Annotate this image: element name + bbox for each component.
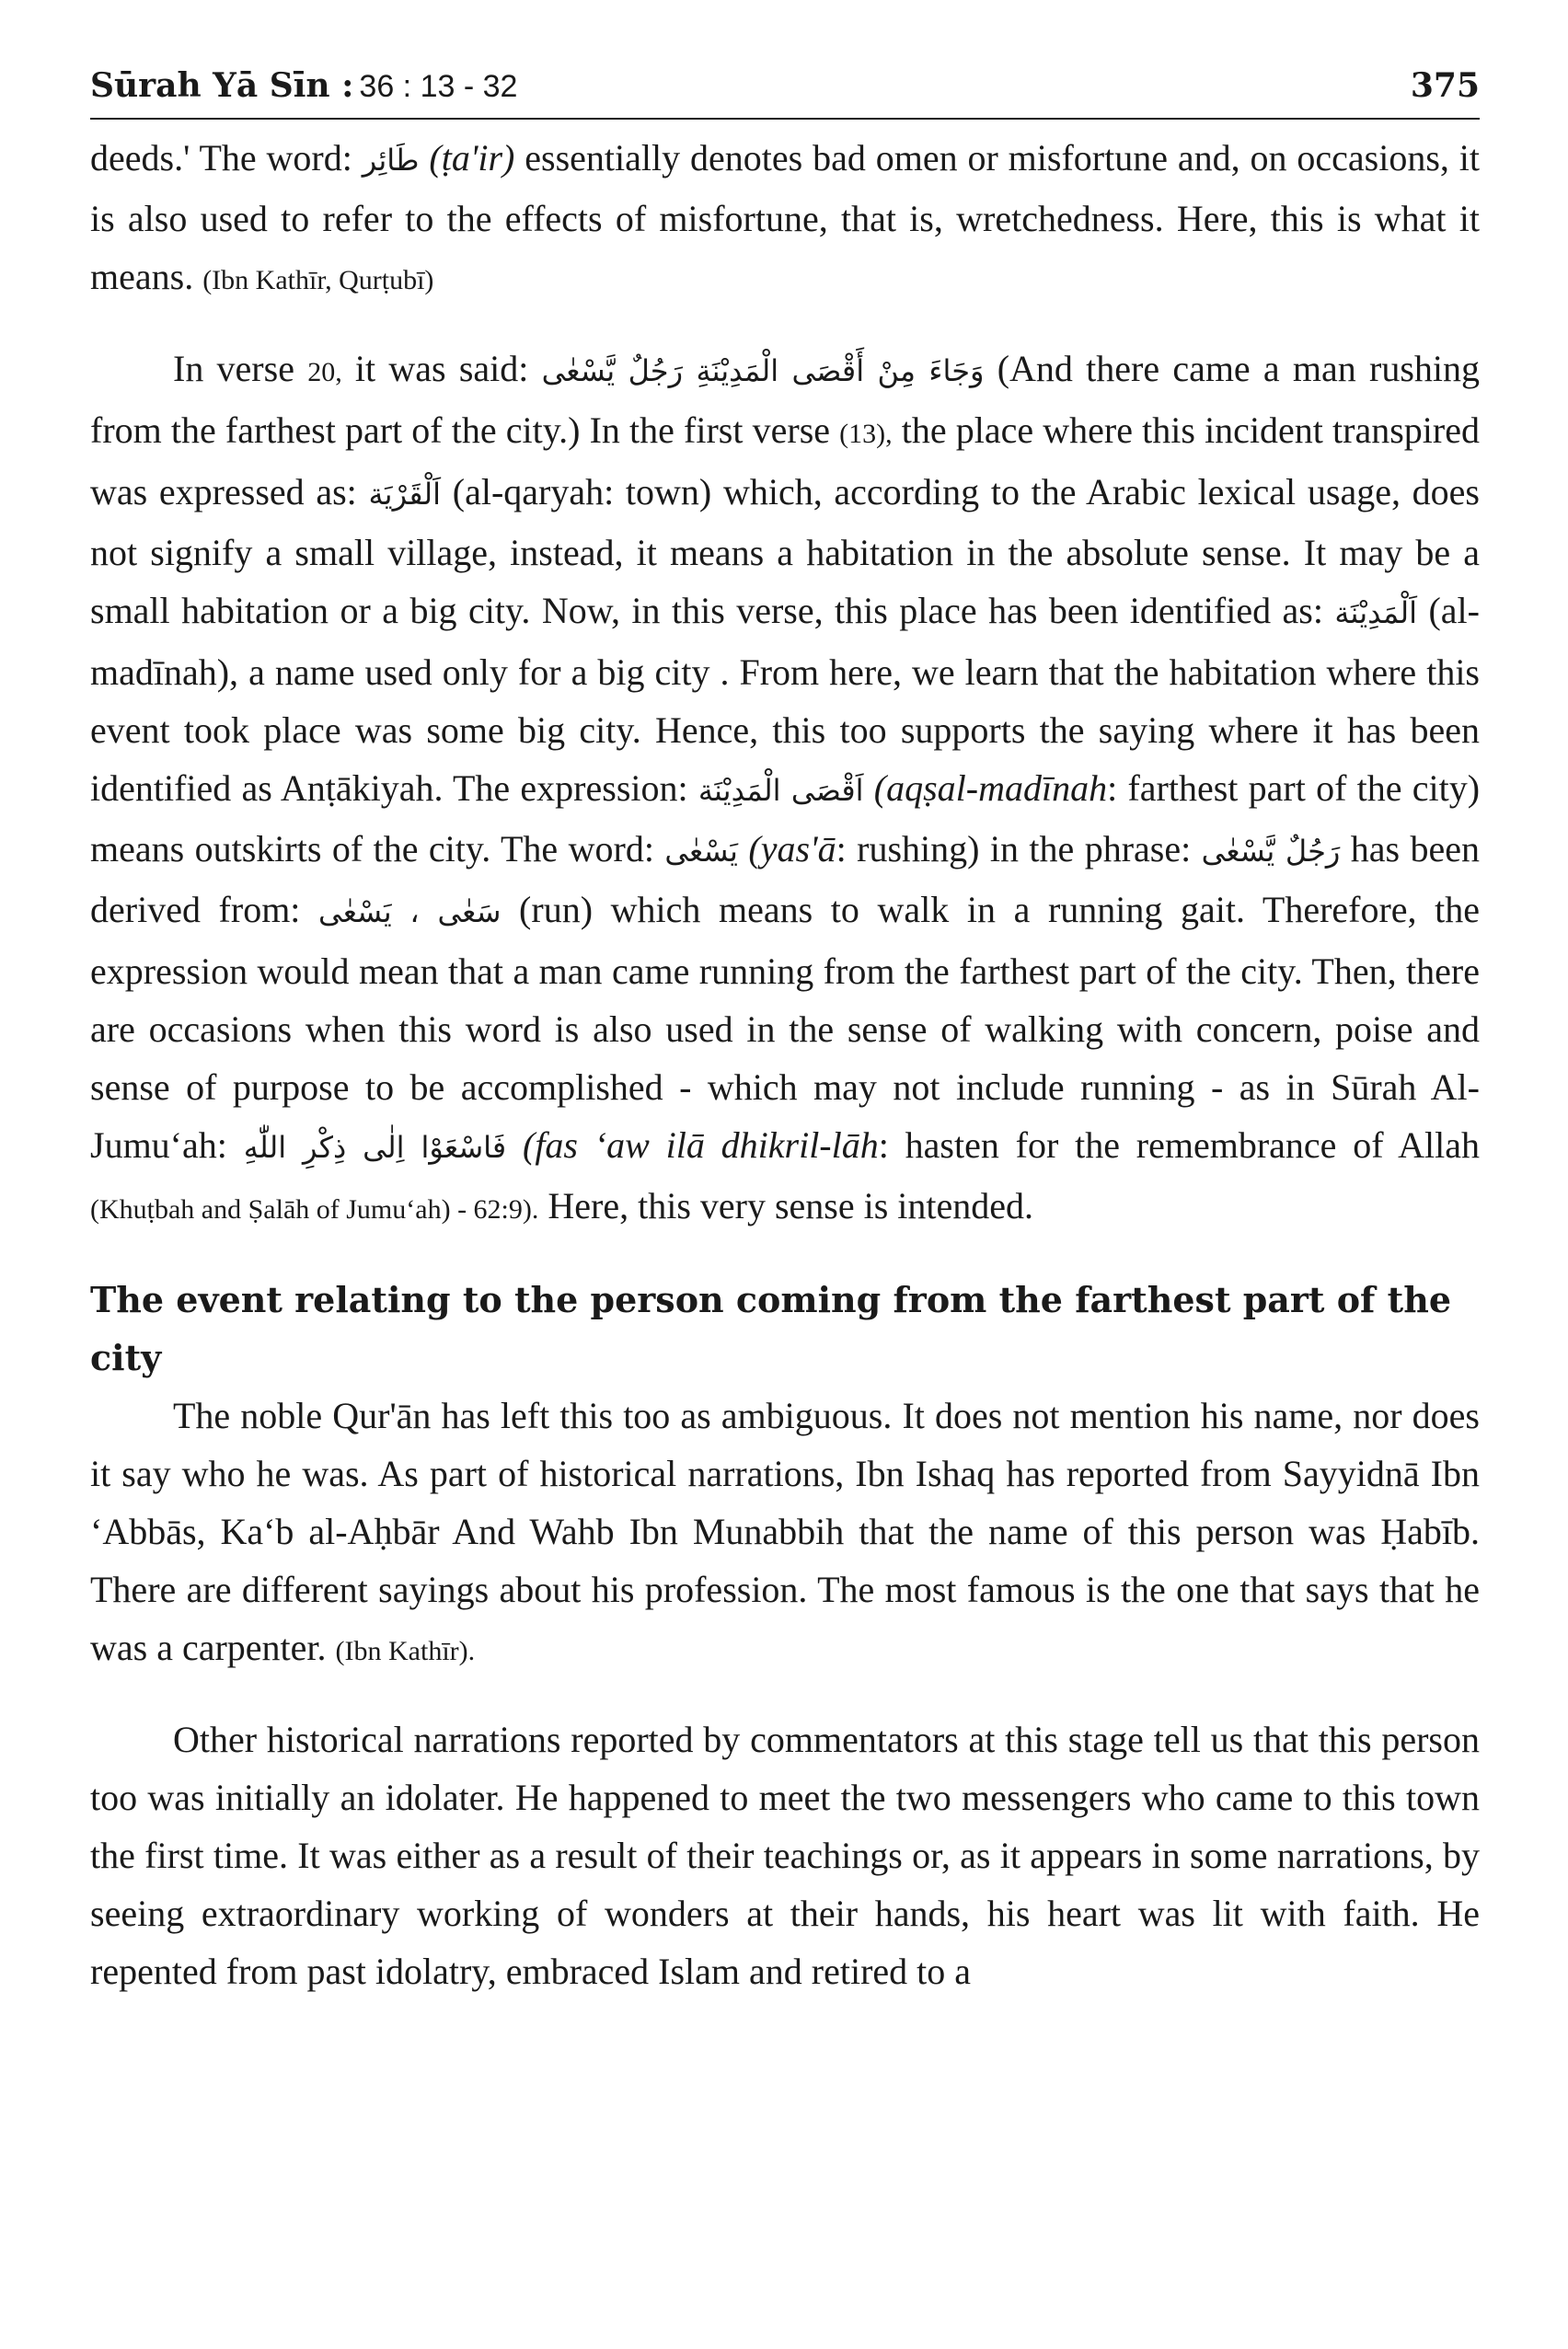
text-run: Other historical narrations reported by commentators at this stage tell us that this person too was initially an idolater. He happened to meet the two messengers who came to this town the first time. It was either as a result of their teachings or, as it appears in some narrations, by seeing extraordinary working of wonders at their hands, his heart was lit with faith. He repented from past idolatry, embraced Islam and retired to a xyxy=(90,1718,1480,1993)
page-number: 375 xyxy=(1410,66,1480,105)
chapter-reference xyxy=(90,66,517,105)
text-run: : hasten for the remembrance of Allah xyxy=(878,1124,1481,1167)
text-run: the place where this incident transpired was expressed as: xyxy=(90,409,1480,513)
text-run: (al-madīnah), a name used only for a big city . From here, we learn that the habitation where this event took place was some big city. Hence, this too supports the saying where it has been identified as Anṭākiyah. The expression: xyxy=(90,590,1480,810)
citation: (Ibn Kathīr, Qurṭubī) xyxy=(202,265,434,296)
citation: (Khuṭbah and Ṣalāh of Jumu‘ah) - 62:9). xyxy=(90,1194,539,1226)
transliteration: (ṭa'ir) xyxy=(429,137,515,178)
arabic-verse: وَجَاءَ مِنْ أَقْصَى الْمَدِيْنَةِ رَجُلٌ يَّسْعٰى xyxy=(541,352,985,388)
paragraph-4 xyxy=(90,1710,1480,2001)
text-run: The noble Qur'ān has left this too as ambiguous. It does not mention his name, nor does it say who he was. As part of historical narrations, Ibn Ishaq has reported from Sayyidnā Ibn ‘Abbās, Ka‘b al-Aḥbār And Wahb Ibn Munabbih that the name of this person was Ḥabīb. There are different sayings about his profession. The most famous is the one that says that he was a carpenter. xyxy=(90,1394,1480,1669)
text-run: deeds.' The word: xyxy=(90,137,363,178)
surah-name: Sūrah Yā Sīn : xyxy=(90,66,354,105)
text-run: In verse xyxy=(173,347,308,389)
arabic-term: طَائِر xyxy=(362,143,420,178)
running-head xyxy=(90,48,1480,105)
book-page xyxy=(90,48,1480,2001)
header-rule xyxy=(90,118,1480,120)
paragraph-2 xyxy=(90,340,1480,1239)
section-heading: The event relating to the person coming from the farthest part of the city xyxy=(90,1278,1451,1378)
arabic-term: سَعٰى ، يَسْعٰى xyxy=(318,894,502,930)
arabic-term: يَسْعٰى xyxy=(664,834,738,869)
paragraph-1 xyxy=(90,129,1480,310)
text-run: : rushing) in the phrase: xyxy=(836,828,1202,870)
arabic-verse: فَاسْعَوْا اِلٰى ذِكْرِ اللّٰهِ xyxy=(243,1130,507,1166)
text-run: it was said: xyxy=(341,347,542,389)
text-run: Here, this very sense is intended. xyxy=(538,1185,1034,1227)
arabic-term: اَلْمَدِيْنَة xyxy=(1334,595,1418,631)
text-run: has been derived from: xyxy=(90,828,1481,931)
transliteration: (yas'ā xyxy=(748,828,836,870)
text-run: (al-qaryah: town) which, according to the Arabic lexical usage, does not signify a small village, instead, it means a habitation in the absolute sense. It may be a small habitation or a big city. Now, in this verse, this place has been identified as: xyxy=(90,471,1480,632)
verse-number: (13), xyxy=(839,418,893,449)
text-run: : farthest part of the city) means outskirts of the city. The word: xyxy=(90,767,1481,870)
paragraph-3 xyxy=(90,1387,1480,1681)
arabic-term: اَقْصَى الْمَدِيْنَة xyxy=(698,773,864,809)
verse-number: 20, xyxy=(307,356,342,387)
arabic-term: اَلْقَرْيَة xyxy=(368,477,442,512)
transliteration: (fas ‘aw ilā dhikril-lāh xyxy=(523,1124,879,1167)
citation: (Ibn Kathīr). xyxy=(335,1636,476,1667)
text-run: (run) which means to walk in a running gait. Therefore, the expression would mean that a man came running from the farthest part of the city. Then, there are occasions when this word is also used in the sense of walking with concern, poise and sense of purpose to be accomplished - which may not include running - as in Sūrah Al-Jumu‘ah: xyxy=(90,889,1481,1167)
transliteration: (aqṣal-madīnah xyxy=(873,767,1108,810)
text-run: (And there came a man rushing from the farthest part of the city.) In the first verse xyxy=(90,347,1481,451)
text-run: essentially denotes bad omen or misfortune and, on occasions, it is also used to refer to the effects of misfortune, that is, wretchedness. Here, this is what it means. xyxy=(90,137,1480,298)
verse-range: 36 : 13 - 32 xyxy=(359,69,518,104)
arabic-term: رَجُلٌ يَّسْعٰى xyxy=(1201,834,1341,869)
